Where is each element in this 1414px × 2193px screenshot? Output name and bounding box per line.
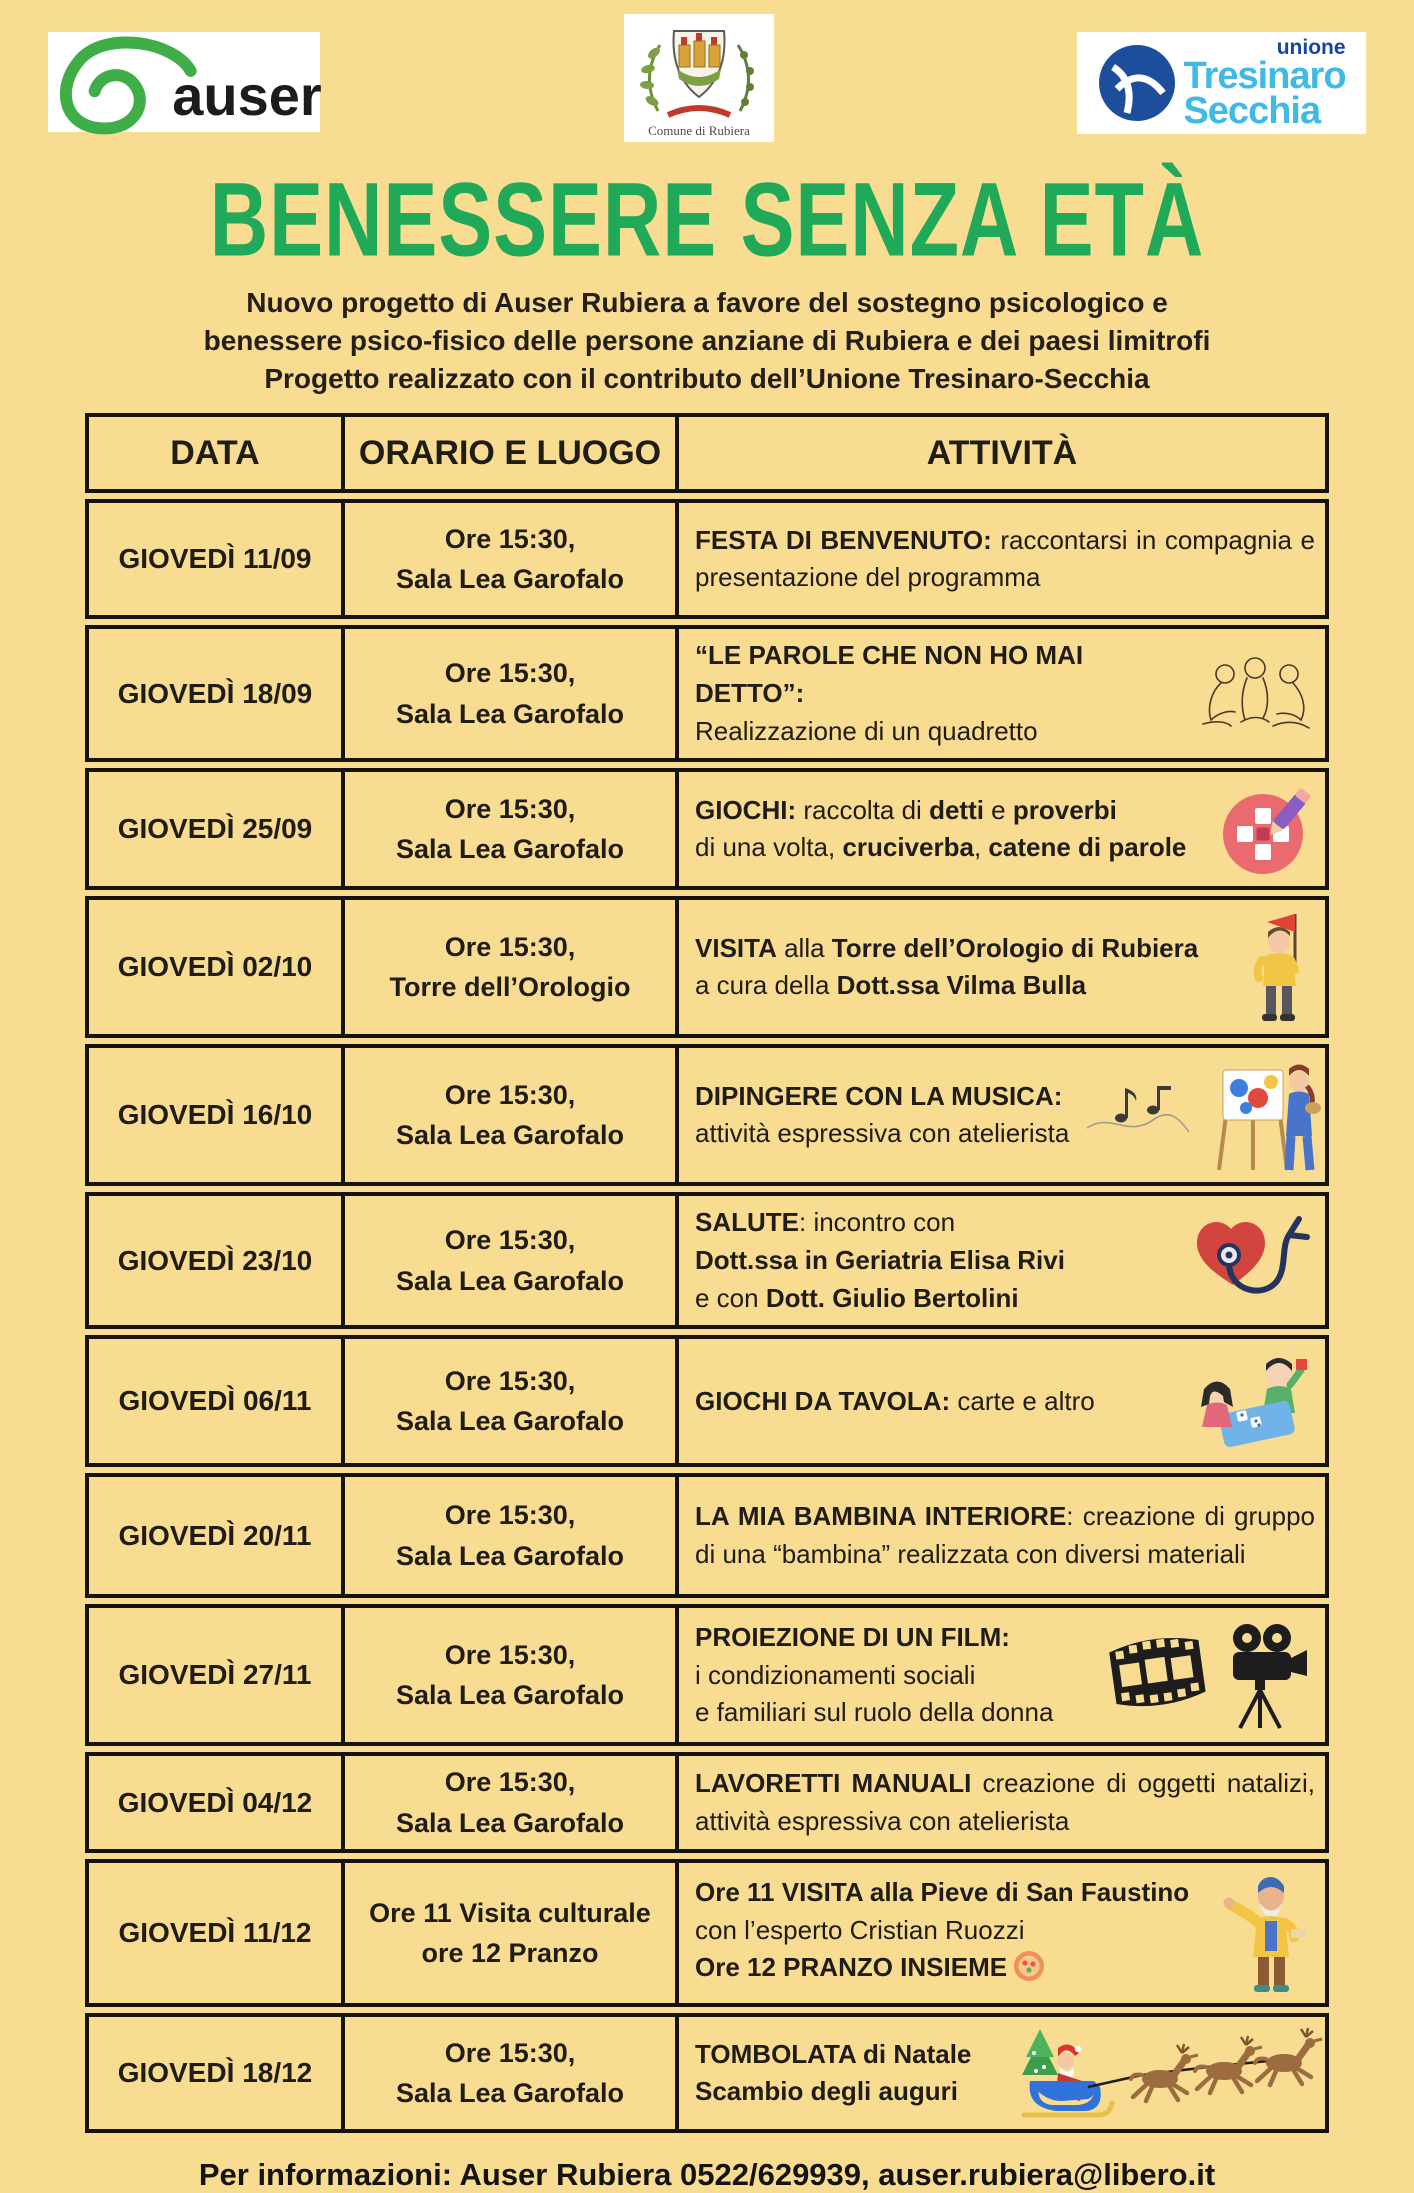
activity-line: a cura della Dott.ssa Vilma Bulla bbox=[695, 970, 1087, 1001]
activity-line: Ore 12 PRANZO INSIEME bbox=[695, 1949, 1211, 1993]
time-line: Ore 15:30, bbox=[444, 1767, 576, 1798]
time-line: Ore 15:30, bbox=[444, 2037, 576, 2068]
table-row bbox=[85, 2013, 1329, 2133]
date-cell: GIOVEDÌ 04/12 bbox=[117, 1786, 313, 1818]
heart-stethoscope-icon bbox=[1193, 1207, 1315, 1315]
activity-text bbox=[695, 1383, 1183, 1421]
activity-line: LA MIA BAMBINA INTERIORE: creazione di gruppo di una “bambina” realizzata con diversi materiali bbox=[695, 1501, 1315, 1569]
santa-sleigh-icon bbox=[1010, 2025, 1315, 2121]
table-row bbox=[85, 1604, 1329, 1746]
activity-text bbox=[695, 2036, 1002, 2111]
time-location-cell bbox=[341, 1339, 679, 1463]
time-line: Ore 15:30, bbox=[444, 1500, 576, 1531]
time-location-cell bbox=[341, 2017, 679, 2129]
header-attivita: ATTIVITÀ bbox=[926, 433, 1078, 472]
time-location-cell bbox=[341, 1196, 679, 1325]
date-cell: GIOVEDÌ 02/10 bbox=[117, 951, 313, 983]
activity-line: VISITA alla Torre dell’Orologio di Rubiera bbox=[695, 932, 1199, 963]
time-location-cell bbox=[341, 1756, 679, 1849]
activity-line: Scambio degli auguri bbox=[695, 2076, 958, 2107]
date-cell: GIOVEDÌ 11/09 bbox=[118, 543, 312, 575]
activity-line: “LE PAROLE CHE NON HO MAI DETTO”: bbox=[695, 640, 1084, 708]
time-line: Ore 15:30, bbox=[444, 658, 576, 689]
activity-line: e familiari sul ruolo della donna bbox=[695, 1697, 1054, 1728]
auser-logo bbox=[48, 32, 320, 132]
table-row bbox=[85, 1044, 1329, 1186]
activity-text bbox=[695, 1078, 1075, 1153]
logo-strip bbox=[0, 0, 1414, 152]
table-row bbox=[85, 1192, 1329, 1329]
activity-cell bbox=[679, 1339, 1325, 1463]
subtitle-line: Progetto realizzato con il contributo dell’Unione Tresinaro-Secchia bbox=[264, 363, 1150, 395]
time-location-cell bbox=[341, 629, 679, 758]
activity-text bbox=[695, 637, 1189, 750]
table-row bbox=[85, 896, 1329, 1038]
activity-line: GIOCHI DA TAVOLA: carte e altro bbox=[695, 1385, 1095, 1416]
time-line: Ore 15:30, bbox=[444, 523, 576, 554]
activity-line: GIOCHI: raccolta di detti e proverbi bbox=[695, 794, 1117, 825]
unione-logo-text-secchia: Secchia bbox=[1183, 90, 1321, 132]
time-line: Ore 15:30, bbox=[444, 931, 576, 962]
table-row bbox=[85, 1335, 1329, 1467]
table-row bbox=[85, 499, 1329, 619]
activity-cell bbox=[679, 1477, 1325, 1594]
time-line: Sala Lea Garofalo bbox=[395, 2078, 625, 2109]
time-line: Sala Lea Garofalo bbox=[395, 564, 625, 595]
activity-text bbox=[695, 522, 1315, 597]
activity-line: attività espressiva con atelierista bbox=[695, 1118, 1070, 1149]
comune-caption: Comune di Rubiera bbox=[647, 123, 750, 138]
activity-line: TOMBOLATA di Natale bbox=[695, 2038, 972, 2069]
people-sketch-icon bbox=[1197, 650, 1315, 738]
activity-text bbox=[695, 1874, 1211, 1993]
table-row bbox=[85, 1859, 1329, 2007]
unione-logo-text-tresinaro: Tresinaro bbox=[1183, 55, 1346, 98]
activity-line: i condizionamenti sociali bbox=[695, 1659, 976, 1690]
activity-cell bbox=[679, 1863, 1325, 2003]
activity-cell bbox=[679, 629, 1325, 758]
activity-text bbox=[695, 930, 1233, 1005]
activity-line: DIPINGERE CON LA MUSICA: bbox=[695, 1080, 1063, 1111]
date-cell: GIOVEDÌ 16/10 bbox=[117, 1099, 313, 1131]
activity-text bbox=[695, 1204, 1185, 1317]
time-line: Sala Lea Garofalo bbox=[395, 1265, 625, 1296]
activity-line: SALUTE: incontro con bbox=[695, 1207, 956, 1238]
time-line: Ore 11 Visita culturale bbox=[369, 1897, 651, 1928]
time-line: Torre dell’Orologio bbox=[389, 972, 631, 1003]
header-data: DATA bbox=[170, 433, 260, 472]
subtitle-line: Nuovo progetto di Auser Rubiera a favore del sostegno psicologico e bbox=[246, 287, 1168, 318]
header-orario-luogo: ORARIO E LUOGO bbox=[341, 417, 679, 489]
time-line: ore 12 Pranzo bbox=[421, 1938, 599, 1969]
time-line: Sala Lea Garofalo bbox=[395, 834, 625, 865]
activity-line: Ore 11 VISITA alla Pieve di San Faustino bbox=[695, 1876, 1190, 1907]
time-line: Ore 15:30, bbox=[444, 1639, 576, 1670]
time-location-cell bbox=[341, 1608, 679, 1742]
time-location-cell bbox=[341, 1477, 679, 1594]
table-row bbox=[85, 1752, 1329, 1853]
time-line: Sala Lea Garofalo bbox=[395, 1120, 625, 1151]
time-line: Ore 15:30, bbox=[444, 793, 576, 824]
table-row bbox=[85, 1473, 1329, 1598]
activity-cell bbox=[679, 772, 1325, 886]
activity-line: di una volta, cruciverba, catene di parole bbox=[695, 832, 1187, 863]
activity-cell bbox=[679, 1756, 1325, 1849]
unione-tresinaro-secchia-logo bbox=[1077, 32, 1366, 134]
activity-cell bbox=[679, 1196, 1325, 1325]
activity-cell bbox=[679, 1048, 1325, 1182]
time-line: Ore 15:30, bbox=[444, 1225, 576, 1256]
date-cell: GIOVEDÌ 18/09 bbox=[117, 677, 313, 709]
time-line: Sala Lea Garofalo bbox=[395, 1540, 625, 1571]
subtitle-line: benessere psico-fisico delle persone anziane di Rubiera e dei paesi limitrofi bbox=[203, 325, 1211, 357]
auser-logo-text: auser bbox=[172, 63, 322, 127]
activity-line: Dott.ssa in Geriatria Elisa Rivi bbox=[695, 1244, 1065, 1275]
kids-boardgame-icon bbox=[1191, 1347, 1315, 1455]
film-projector-icon bbox=[1103, 1616, 1315, 1734]
time-location-cell bbox=[341, 900, 679, 1034]
activity-line: con l’esperto Cristian Ruozzi bbox=[695, 1914, 1025, 1945]
time-location-cell bbox=[341, 772, 679, 886]
time-location-cell bbox=[341, 1048, 679, 1182]
activity-cell bbox=[679, 2017, 1325, 2129]
activity-line: PROIEZIONE DI UN FILM: bbox=[695, 1621, 1010, 1652]
page-title: BENESSERE SENZA ETÀ bbox=[209, 161, 1205, 279]
food-bowl-icon bbox=[1013, 1950, 1045, 1993]
table-row bbox=[85, 768, 1329, 890]
activity-line: FESTA DI BENVENUTO: raccontarsi in compagnia e presentazione del programma bbox=[695, 524, 1315, 593]
activity-line: e con Dott. Giulio Bertolini bbox=[695, 1282, 1019, 1313]
activity-cell bbox=[679, 503, 1325, 615]
time-line: Ore 15:30, bbox=[444, 1365, 576, 1396]
activity-line: LAVORETTI MANUALI creazione di oggetti natalizi, attività espressiva con atelierista bbox=[695, 1768, 1315, 1836]
date-cell: GIOVEDÌ 25/09 bbox=[117, 813, 313, 845]
elder-guide-icon bbox=[1219, 1871, 1315, 1995]
time-line: Sala Lea Garofalo bbox=[395, 1807, 625, 1838]
time-location-cell bbox=[341, 503, 679, 615]
date-cell: GIOVEDÌ 20/11 bbox=[118, 1519, 312, 1551]
date-cell: GIOVEDÌ 23/10 bbox=[117, 1244, 313, 1276]
activity-text bbox=[695, 1619, 1095, 1732]
time-line: Sala Lea Garofalo bbox=[395, 1680, 625, 1711]
activity-cell bbox=[679, 1608, 1325, 1742]
date-cell: GIOVEDÌ 27/11 bbox=[118, 1659, 312, 1691]
activity-cell bbox=[679, 900, 1325, 1034]
footer-contact-info: Per informazioni: Auser Rubiera 0522/629939, auser.rubiera@libero.it bbox=[198, 2157, 1216, 2193]
date-cell: GIOVEDÌ 18/12 bbox=[117, 2057, 313, 2089]
word-games-icon bbox=[1217, 780, 1315, 878]
time-line: Ore 15:30, bbox=[444, 1079, 576, 1110]
activity-text bbox=[695, 1765, 1315, 1840]
date-cell: GIOVEDÌ 11/12 bbox=[118, 1917, 312, 1949]
activity-line: Realizzazione di un quadretto bbox=[695, 715, 1038, 746]
activity-text bbox=[695, 792, 1209, 867]
unione-logo-text-small: unione bbox=[1276, 36, 1346, 60]
table-row bbox=[85, 625, 1329, 762]
comune-di-rubiera-logo bbox=[624, 14, 774, 142]
time-location-cell bbox=[341, 1863, 679, 2003]
painting-music-icon bbox=[1083, 1056, 1315, 1174]
activity-text bbox=[695, 1498, 1315, 1573]
table-header-row bbox=[85, 413, 1329, 493]
schedule-table bbox=[85, 413, 1329, 2133]
time-line: Sala Lea Garofalo bbox=[395, 698, 625, 729]
unione-circle-icon bbox=[1097, 43, 1177, 123]
tour-guide-icon bbox=[1241, 908, 1315, 1026]
subtitle bbox=[0, 284, 1414, 398]
comune-crest-icon bbox=[628, 17, 770, 139]
date-cell: GIOVEDÌ 06/11 bbox=[118, 1385, 312, 1417]
time-line: Sala Lea Garofalo bbox=[395, 1406, 625, 1437]
